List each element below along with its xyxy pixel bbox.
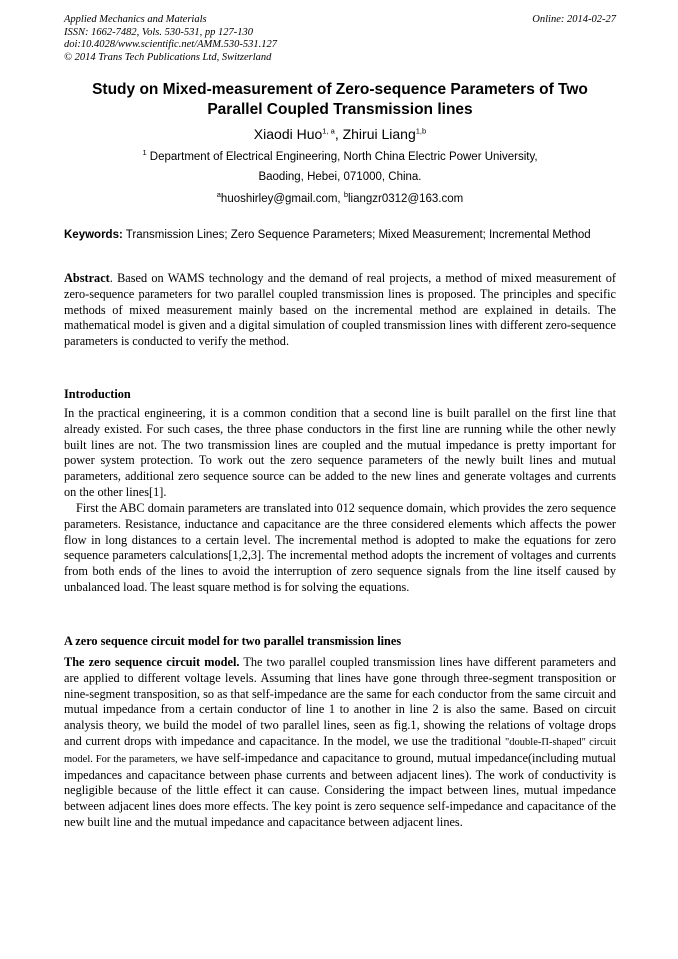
journal-header [64, 14, 616, 64]
affiliation-location: Baoding, Hebei, 071000, China. [258, 171, 422, 183]
section-heading-circuit-model: A zero sequence circuit model for two parallel transmission lines [64, 634, 402, 648]
keywords-label: Keywords: [64, 229, 123, 241]
issn-line: ISSN: 1662-7482, Vols. 530-531, pp 127-130 [64, 26, 253, 38]
introduction-paragraph: In the practical engineering, it is a common condition that a second line is built parallel on the first line that already existed. For such cases, the three phase conductors in the first line are running while the other newly built lines are not. The two transmission lines are coupled and the mutual impedance is pretty important for power system protection. To work out the zero sequence parameters of the newly built lines and mutual parameters, additional zero sequence source can be added to the new lines and generate voltages and currents on the other lines[1]. [64, 406, 616, 499]
keywords-text: Transmission Lines; Zero Sequence Parameters; Mixed Measurement; Incremental Method [122, 229, 591, 241]
affiliation-mark: 1 [142, 148, 147, 158]
affiliation-line [64, 150, 616, 164]
email-mark: a [216, 190, 221, 200]
run-in-heading: The zero sequence circuit model. [64, 655, 240, 669]
email-address[interactable]: liangzr0312@163.com [347, 193, 464, 205]
introduction-paragraph: First the ABC domain parameters are translated into 012 sequence domain, which provides the zero sequence parameters. Resistance, inductance and capacitance are the three considered elements which affects the power flow in long distances to a certain level. The incremental method is adopted to make the equations for zero sequence parameters calculations[1,2,3]. The incremental method adopts the increment of voltages and currents from both ends of the lines to avoid the interruption of zero sequence signals from the line itself caused by unbalanced load. The least square method is for solving the equations. [64, 501, 616, 594]
author-name: Xiaodi Huo [253, 126, 323, 142]
paper-title: Study on Mixed-measurement of Zero-sequence Parameters of Two Parallel Coupled Transmission lines [92, 81, 588, 118]
abstract-text: . Based on WAMS technology and the demand of real projects, a method of mixed measurement of zero-sequence parameters for two parallel coupled transmission lines is proposed. The principles and specific methods of mixed measurement mainly based on the incremental method are explained in details. The mathematical model is given and a digital simulation of coupled transmission lines with different zero-sequence parameters is conducted to verify the method. [64, 271, 616, 349]
doi-line: doi:10.4028/www.scientific.net/AMM.530-531.127 [64, 39, 277, 50]
email-address[interactable]: huoshirley@gmail.com, [220, 193, 344, 205]
email-mark: b [343, 190, 348, 200]
abstract-label: Abstract [64, 271, 110, 285]
author-name: Zhirui Liang [342, 126, 416, 142]
online-date: Online: 2014-02-27 [532, 14, 616, 25]
circuit-model-paragraph [64, 655, 616, 831]
paragraph-text-small: "double-Π-shaped" circuit model. For the parameters, we [64, 736, 616, 765]
keywords [64, 228, 616, 244]
paragraph-text: have self-impedance and capacitance to ground, mutual impedance(including mutual impedances and capacitance between phase currents and between adjacent lines). The work of conductivity is negligible because of the little effect it can cause. Considering the impact between lines, mutual impedance between adjacent lines does more effects. The key point is zero sequence self-impedance and capacitance of the new built line and the mutual impedance and capacitance between adjacent lines. [64, 750, 616, 829]
author-line [64, 125, 616, 143]
email-line [64, 192, 616, 206]
author-separator: , [334, 126, 343, 142]
author-affiliation-mark: 1,b [415, 126, 427, 136]
section-heading-introduction: Introduction [64, 387, 131, 401]
affiliation-text: Department of Electrical Engineering, North China Electric Power University, [146, 151, 538, 163]
paragraph-text: The two parallel coupled transmission lines have different parameters and are applied to different voltage levels. Assuming that lines have gone through three-segment transposition or nine-segment transposition, so as that self-impedance are the same for each conductor from the same circuit and mutual impedance from a certain conductor of line 1 to another in line 2 is also the same. Based on circuit analysis theory, we build the model of two parallel lines, seen as fig.1, showing the relations of voltage drops and current drops with impedance and capacitance. In the model, we use the traditional [64, 655, 616, 748]
copyright-line: © 2014 Trans Tech Publications Ltd, Switzerland [64, 51, 272, 63]
journal-name: Applied Mechanics and Materials [64, 14, 207, 25]
abstract [64, 271, 616, 350]
author-affiliation-mark: 1, a [322, 126, 335, 136]
